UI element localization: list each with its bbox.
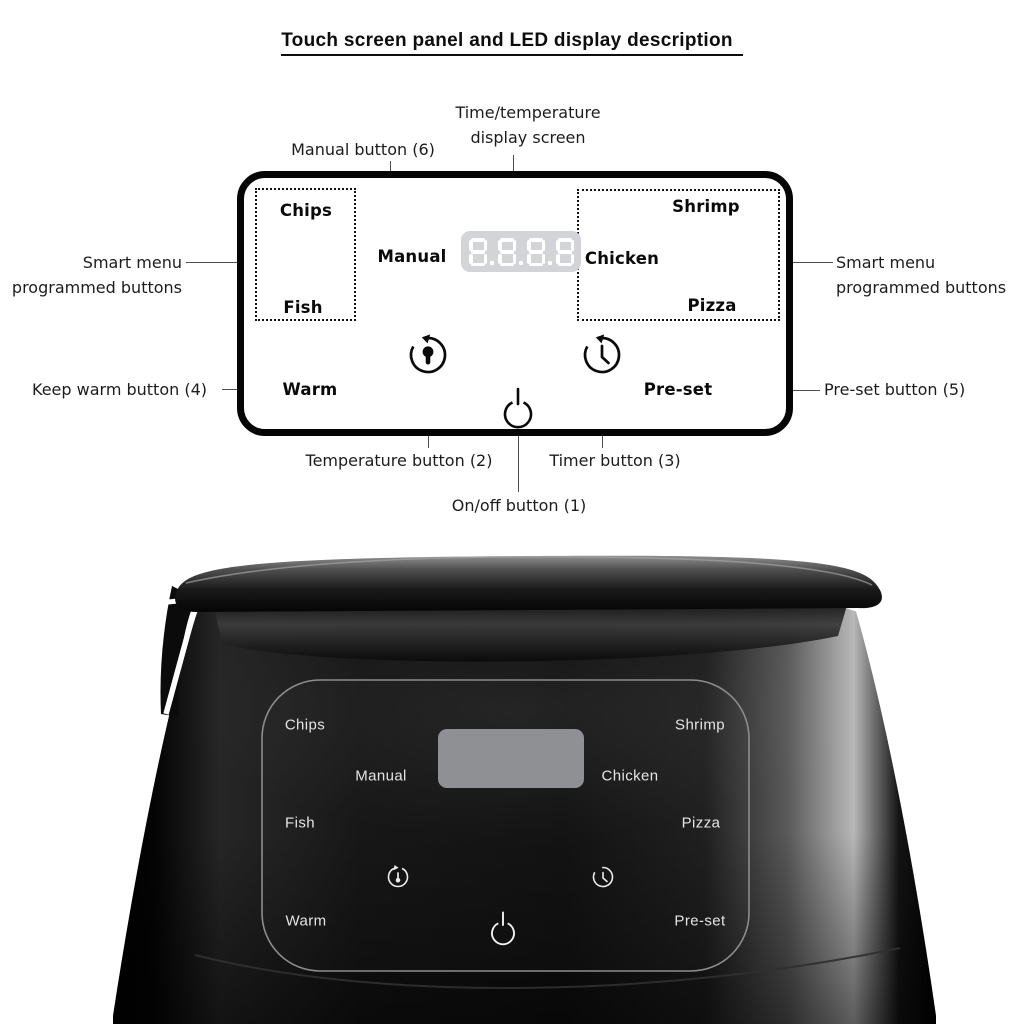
decimal-dot bbox=[548, 261, 552, 265]
callout-keep-warm-button: Keep warm button (4) bbox=[32, 380, 208, 399]
device-pizza-button: Pizza bbox=[681, 814, 721, 832]
device-warm-button: Warm bbox=[285, 912, 327, 930]
decimal-dot bbox=[490, 261, 494, 265]
diagram-preset-button: Pre-set bbox=[643, 380, 713, 399]
page-title: Touch screen panel and LED display description bbox=[0, 30, 1024, 52]
timer-dial-icon bbox=[579, 331, 625, 379]
callout-display-screen: Time/temperature display screen bbox=[455, 103, 601, 147]
callout-preset-button: Pre-set button (5) bbox=[824, 380, 966, 399]
seven-segment-digit bbox=[527, 238, 545, 266]
diagram-chips-button: Chips bbox=[279, 201, 333, 220]
callout-manual-button: Manual button (6) bbox=[291, 140, 435, 159]
device-shrimp-button: Shrimp bbox=[675, 716, 725, 734]
led-display bbox=[461, 231, 581, 272]
temperature-dial-icon bbox=[405, 331, 451, 379]
device-chips-button: Chips bbox=[284, 716, 326, 734]
seven-segment-digit bbox=[556, 238, 574, 266]
device-manual-button: Manual bbox=[355, 767, 407, 785]
callout-smart-menu-left: Smart menu programmed buttons bbox=[11, 253, 182, 297]
seven-segment-digit bbox=[469, 238, 487, 266]
device-power-icon bbox=[484, 907, 522, 947]
diagram-chicken-button: Chicken bbox=[584, 249, 660, 268]
diagram-manual-button: Manual bbox=[377, 247, 447, 266]
seven-segment-digit bbox=[498, 238, 516, 266]
power-icon bbox=[500, 385, 536, 429]
callout-timer-button: Timer button (3) bbox=[549, 451, 681, 470]
device-chicken-button: Chicken bbox=[601, 767, 659, 785]
device-display-screen bbox=[438, 729, 584, 788]
diagram-shrimp-button: Shrimp bbox=[672, 197, 740, 216]
decimal-dot bbox=[519, 261, 523, 265]
callout-onoff-button: On/off button (1) bbox=[451, 496, 587, 515]
fryer-lid bbox=[175, 556, 882, 612]
device-timer-icon bbox=[589, 863, 617, 891]
device-preset-button: Pre-set bbox=[674, 912, 726, 930]
callout-smart-menu-right: Smart menu programmed buttons bbox=[836, 253, 1007, 297]
diagram-warm-button: Warm bbox=[282, 380, 338, 399]
diagram-pizza-button: Pizza bbox=[687, 296, 737, 315]
diagram-fish-button: Fish bbox=[283, 298, 323, 317]
device-temperature-icon bbox=[384, 863, 412, 891]
device-fish-button: Fish bbox=[285, 814, 315, 832]
callout-temperature-button: Temperature button (2) bbox=[305, 451, 493, 470]
